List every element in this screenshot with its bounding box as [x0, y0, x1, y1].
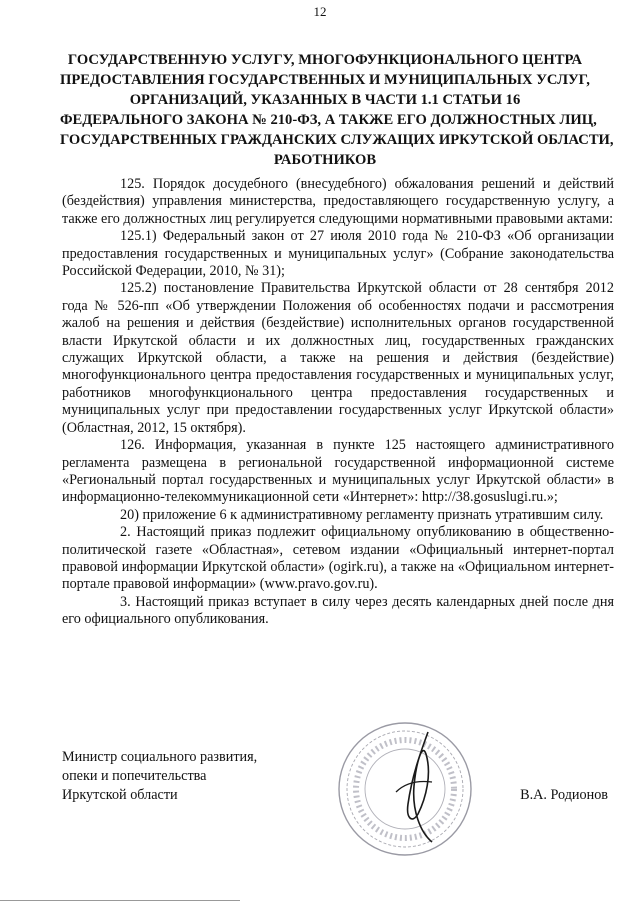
signer-title-line: Иркутской области — [62, 787, 178, 803]
footer-divider — [0, 900, 240, 901]
paragraph-125-2: 125.2) постановление Правительства Иркутской области от 28 сентября 2012 года № 526-пп «Об утверждении Положения об особенностях подачи и рассмотрения жалоб на решения и действия (бездействие) исполнительных органов государственной власти Иркутской области и их должностных лиц, государственных гражданских служащих Иркутской области, а также на решения и действия (бездействие) многофункционального центра предоставления государственных и муниципальных услуг, работников многофункционального центра предоставления государственных и муниципальных услуг при предоставлении государственных услуг Иркутской области» (Областная, 2012, 15 октября). — [62, 280, 614, 436]
paragraph-3: 3. Настоящий приказ вступает в силу через десять календарных дней после дня его официального опубликования. — [62, 593, 614, 628]
heading-line: ФЕДЕРАЛЬНОГО ЗАКОНА № 210-ФЗ, А ТАКЖЕ ЕГО ДОЛЖНОСТНЫХ ЛИЦ, — [60, 112, 597, 128]
paragraph-125: 125. Порядок досудебного (внесудебного) обжалования решений и действий (бездействия) управления министерства, предоставляющего государственную услугу, а также его должностных лиц регулируется следующими нормативными правовыми актами: — [62, 176, 614, 227]
heading-line: РАБОТНИКОВ — [273, 152, 377, 168]
document-heading — [60, 50, 614, 170]
paragraph-2: 2. Настоящий приказ подлежит официальному опубликованию в общественно-политической газете «Областная», сетевом издании «Официальный интернет-портал правовой информации Иркутской области» (ogirk.ru), а также на «Официальном интернет-портале правовой информации» (www.pravo.gov.ru). — [62, 524, 614, 593]
heading-line: ГОСУДАРСТВЕННЫХ ГРАЖДАНСКИХ СЛУЖАЩИХ ИРКУТСКОЙ ОБЛАСТИ, — [60, 132, 614, 148]
official-seal-icon — [320, 714, 490, 864]
signer-title-line: опеки и попечительства — [62, 768, 207, 784]
signature-block — [62, 748, 257, 805]
signer-title-line: Министр социального развития, — [62, 749, 258, 765]
heading-line: ПРЕДОСТАВЛЕНИЯ ГОСУДАРСТВЕННЫХ И МУНИЦИПАЛЬНЫХ УСЛУГ, — [60, 72, 590, 88]
paragraph-20: 20) приложение 6 к административному регламенту признать утратившим силу. — [120, 506, 604, 523]
paragraph-125-1: 125.1) Федеральный закон от 27 июля 2010 года № 210-ФЗ «Об организации предоставления государственных и муниципальных услуг» (Собрание законодательства Российской Федерации, 2010, № 31); — [62, 228, 614, 280]
heading-line: ОРГАНИЗАЦИЙ, УКАЗАННЫХ В ЧАСТИ 1.1 СТАТЬИ 16 — [129, 92, 521, 108]
page-number: 12 — [313, 4, 327, 19]
document-body — [62, 176, 614, 629]
paragraph-126: 126. Информация, указанная в пункте 125 настоящего административного регламента размещена в региональной государственной информационной системе «Региональный портал государственных и муниципальных услуг Иркутской области» в информационно-телекоммуникационной сети «Интернет»: http://38.gosuslugi.ru.»; — [62, 437, 614, 506]
signer-name: В.А. Родионов — [520, 787, 608, 803]
heading-line: ГОСУДАРСТВЕННУЮ УСЛУГУ, МНОГОФУНКЦИОНАЛЬНОГО ЦЕНТРА — [67, 52, 583, 68]
